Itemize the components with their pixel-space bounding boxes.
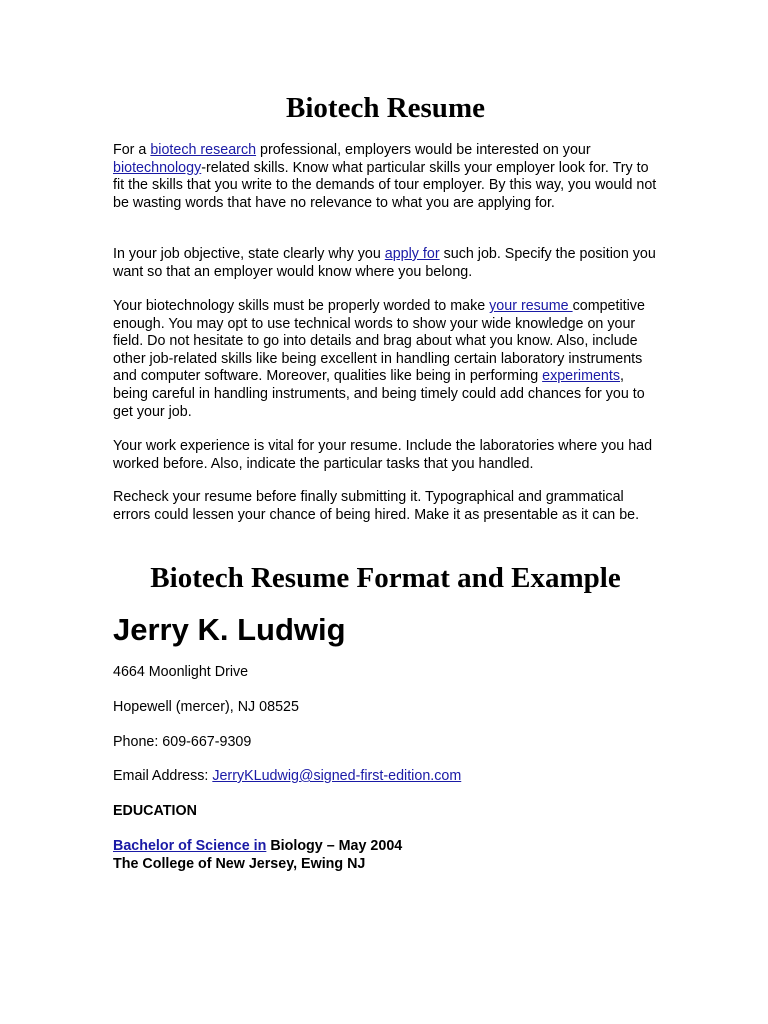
degree-rest: Biology – May 2004 [266, 838, 403, 854]
paragraph-recheck: Recheck your resume before finally submitting it. Typographical and grammatical errors could lessen your chance of being hired. Make it as presentable as it can be. [113, 489, 640, 523]
link-biotechnology[interactable]: biotechnology [113, 159, 202, 176]
text: -related skills. Know what particular skills your employer look for. Try to fit the skills that you write to the demands of tour employer. By this way, you would not be wasting words that have no relevance to what you are applying for. [113, 159, 657, 211]
text: In your job objective, state clearly why you [113, 246, 385, 262]
email-link[interactable]: JerryKLudwig@signed-first-edition.com [212, 768, 462, 784]
link-experiments[interactable]: experiments [542, 368, 620, 385]
degree-line [113, 838, 402, 855]
text: Your biotechnology skills must be properly worded to make [113, 298, 490, 314]
text: such job. Specify the position you want so that an employer would know where you belong. [113, 246, 656, 280]
page-title: Biotech Resume [286, 92, 485, 124]
text: , being careful in handling instruments, and being timely could add chances for you to get your job. [113, 368, 645, 420]
paragraph-skills [113, 298, 658, 421]
paragraph-intro [113, 142, 658, 212]
text: For a [113, 142, 151, 158]
email-label: Email Address: [113, 768, 213, 784]
text: competitive enough. You may opt to use technical words to show your wide knowledge on your field. Do not hesitate to go into details and brag about what you know. Also, include other job-related skills like being excellent in handling certain laboratory instruments and computer software. Moreover, qualities like being in performing [113, 298, 645, 385]
paragraph-objective [113, 246, 658, 281]
address-line-1: 4664 Moonlight Drive [113, 664, 249, 680]
email-line [113, 768, 461, 785]
address-line-2: Hopewell (mercer), NJ 08525 [113, 699, 299, 715]
resume-name: Jerry K. Ludwig [113, 612, 346, 647]
education-heading: EDUCATION [113, 803, 197, 819]
degree-link[interactable]: Bachelor of Science in [113, 838, 267, 854]
section-title: Biotech Resume Format and Example [150, 562, 621, 594]
phone-line: Phone: 609-667-9309 [113, 734, 252, 750]
college-line: The College of New Jersey, Ewing NJ [113, 856, 366, 872]
text: professional, employers would be interested on your [256, 142, 591, 158]
link-biotech-research[interactable]: biotech research [150, 142, 257, 158]
paragraph-experience: Your work experience is vital for your resume. Include the laboratories where you had worked before. Also, indicate the particular tasks that you handled. [113, 438, 653, 472]
link-apply-for[interactable]: apply for [384, 246, 440, 262]
link-your-resume[interactable]: your resume [489, 298, 573, 314]
